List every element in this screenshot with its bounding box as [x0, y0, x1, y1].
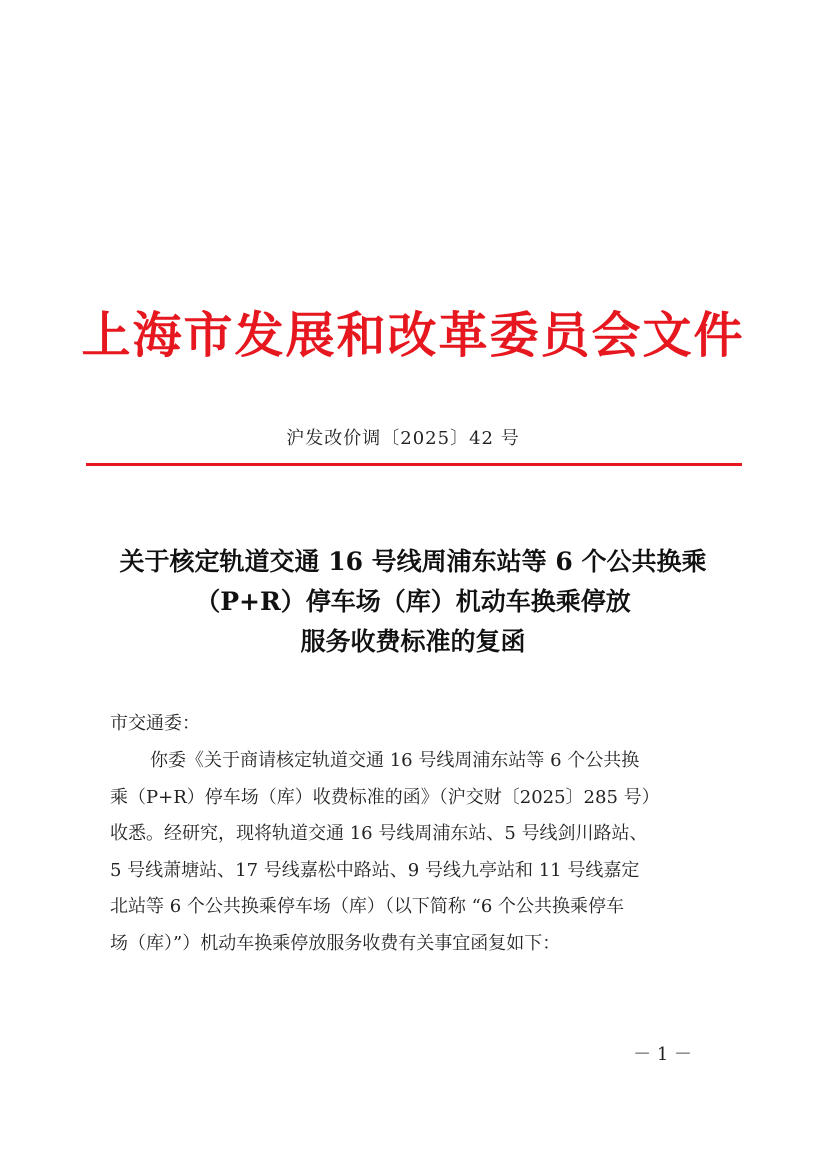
- letter-body: [110, 705, 720, 962]
- document-number: 沪发改价调〔2025〕42 号: [286, 428, 520, 449]
- paragraph-line: 场（库）”）机动车换乘停放服务收费有关事宜函复如下：: [110, 932, 561, 954]
- document-title: [60, 542, 766, 662]
- paragraph-line: 收悉。经研究，现将轨道交通 16 号线周浦东站、5 号线剑川路站、: [110, 823, 648, 844]
- page-number: － 1 －: [633, 1044, 692, 1065]
- issuing-authority-masthead: 上海市发展和改革委员会文件: [81, 306, 745, 364]
- paragraph-line: 北站等 6 个公共换乘停车场（库）（以下简称 “6 个公共换乘停车: [110, 896, 624, 917]
- body-paragraph: [110, 743, 720, 962]
- red-separator-line: [86, 463, 742, 466]
- title-line: （P+R）停车场（库）机动车换乘停放: [195, 587, 631, 616]
- paragraph-line: 乘（P+R）停车场（库）收费标准的函》（沪交财〔2025〕285 号）: [110, 786, 660, 808]
- paragraph-line: 你委《关于商请核定轨道交通 16 号线周浦东站等 6 个公共换: [150, 750, 640, 771]
- title-line: 服务收费标准的复函: [300, 627, 526, 656]
- title-line: 关于核定轨道交通 16 号线周浦东站等 6 个公共换乘: [119, 547, 707, 576]
- paragraph-line: 5 号线萧塘站、17 号线嘉松中路站、9 号线九亭站和 11 号线嘉定: [110, 859, 640, 881]
- salutation: 市交通委：: [110, 713, 200, 734]
